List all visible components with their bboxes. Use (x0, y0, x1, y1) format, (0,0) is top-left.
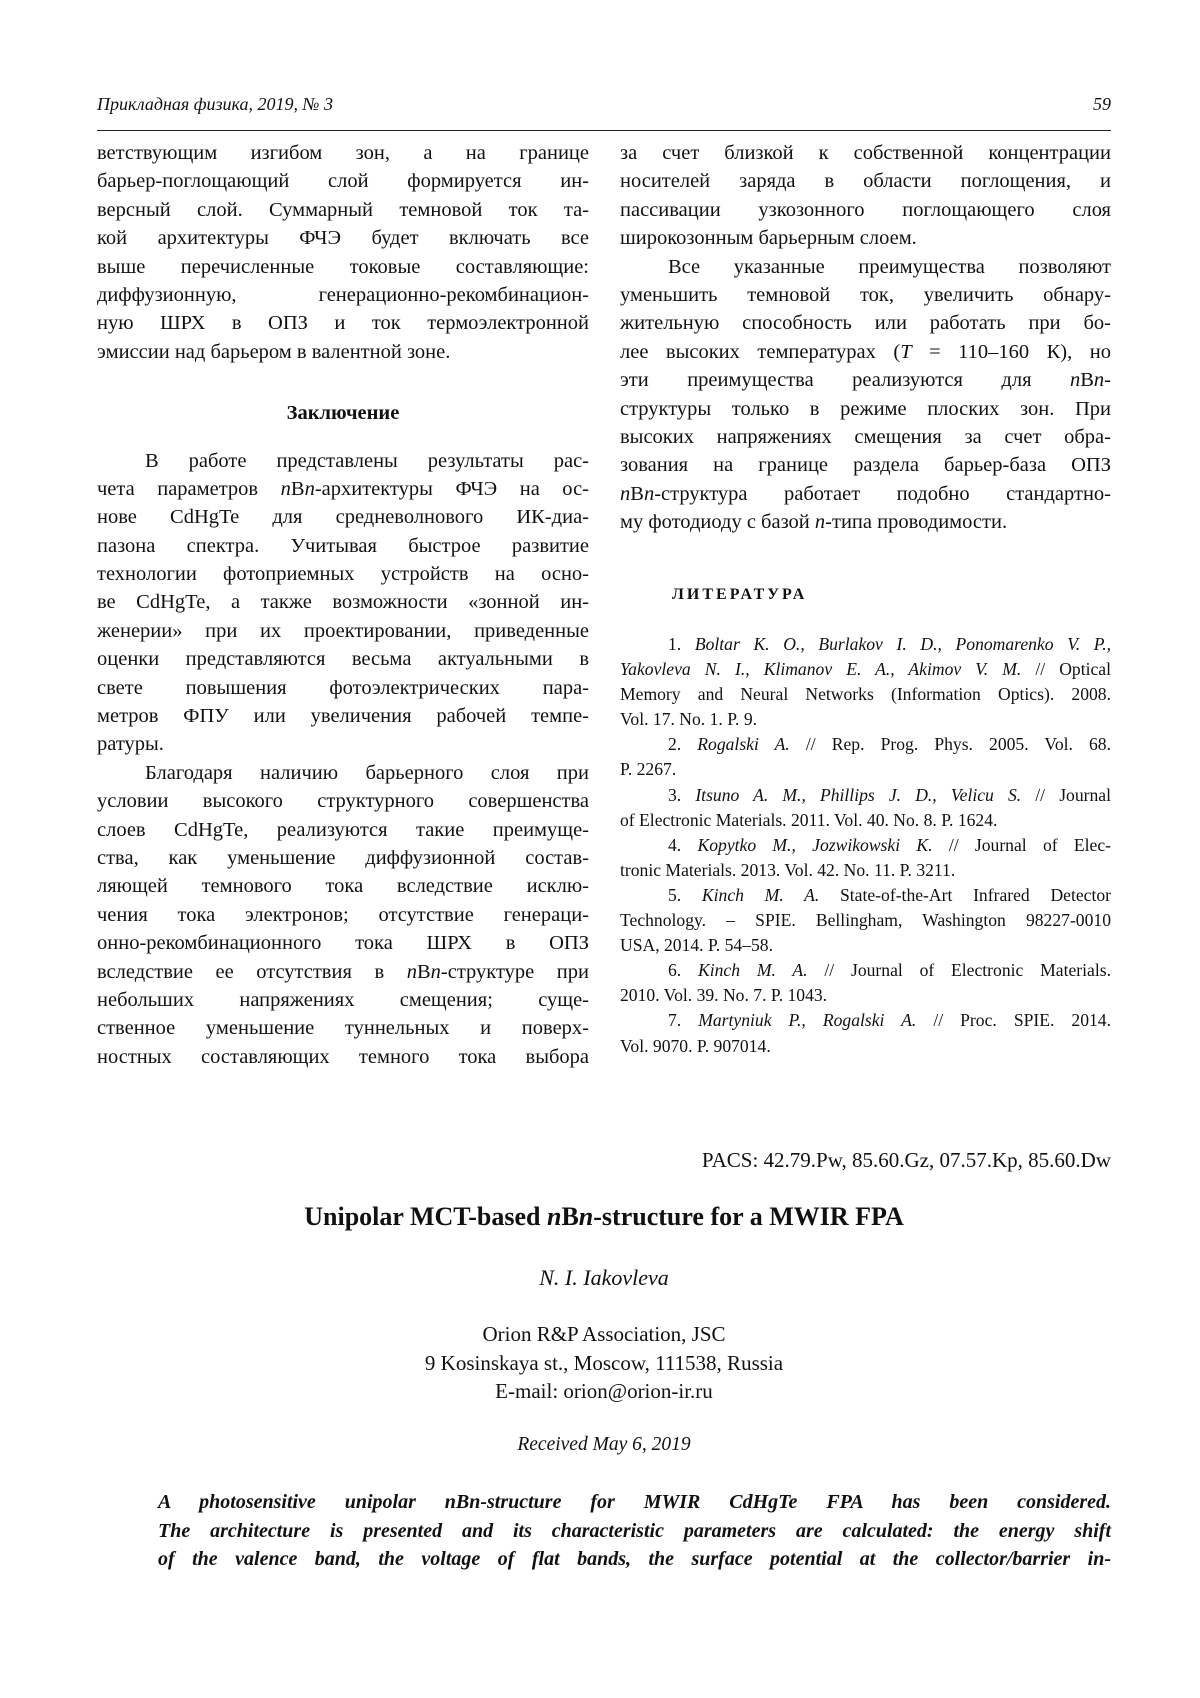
text-segment: // Rep. Prog. Phys. 2005. Vol. 68. (790, 734, 1111, 754)
text-segment: женерии» при их проектировании, приведенные (97, 620, 589, 642)
text-segment: Все указанные преимущества позволяют (668, 256, 1111, 278)
text-segment: ства, как уменьшение диффузионной состав- (97, 847, 589, 869)
text-line (620, 196, 1111, 224)
text-segment: 4. (668, 835, 697, 855)
text-segment: n (431, 961, 441, 983)
text-segment: T (900, 341, 911, 363)
text-segment: оценки представляются весьма актуальными в (97, 648, 589, 670)
page-number: 59 (1093, 94, 1111, 115)
text-line (97, 986, 589, 1014)
text-segment: 1. (668, 634, 695, 654)
reference-line (620, 883, 1111, 908)
text-segment: n (644, 483, 654, 505)
english-title (97, 1203, 1111, 1231)
text-segment: // Proc. SPIE. 2014. (916, 1010, 1111, 1030)
reference-line (620, 1008, 1111, 1033)
left-column (97, 139, 589, 1071)
text-segment: 7. (668, 1010, 698, 1030)
section-heading: Заключение (97, 399, 589, 427)
text-segment: Technology. – SPIE. Bellingham, Washington 98227-0010 (620, 910, 1111, 930)
text-line (97, 588, 589, 616)
text-segment: жительную способность или работать при бо- (620, 312, 1111, 334)
text-line (620, 338, 1111, 366)
text-segment: пазона спектра. Учитывая быстрое развитие (97, 535, 589, 557)
text-segment: Itsuno A. M., Phillips J. D., Velicu S. (695, 785, 1021, 805)
text-segment: -структуре при (441, 961, 589, 983)
text-segment: P. 2267. (620, 759, 676, 779)
text-segment: ляющей темнового тока вследствие исклю- (97, 875, 589, 897)
text-segment: -structure for a MWIR FPA (593, 1202, 903, 1231)
text-line (97, 1203, 1111, 1231)
journal-header: Прикладная физика, 2019, № 3 (97, 94, 333, 115)
reference-line (620, 983, 1111, 1008)
text-segment: B (1080, 369, 1094, 391)
text-line (620, 395, 1111, 423)
text-line (620, 139, 1111, 167)
text-line (620, 253, 1111, 281)
text-segment: чения тока электронов; отсутствие генераци- (97, 904, 589, 926)
text-segment: технологии фотоприемных устройств на осно- (97, 563, 589, 585)
text-line (97, 816, 589, 844)
text-line (620, 508, 1111, 536)
text-segment: 6. (668, 960, 698, 980)
text-segment: В работе представлены результаты рас- (145, 450, 589, 472)
text-segment: уменьшить темновой ток, увеличить обнару- (620, 284, 1111, 306)
text-segment: 3. (668, 785, 695, 805)
text-segment: небольших напряжениях смещения; суще- (97, 989, 589, 1011)
received-date: Received May 6, 2019 (97, 1434, 1111, 1456)
right-column (620, 139, 1111, 536)
text-line (620, 224, 1111, 252)
text-segment: ностных составляющих темного тока выбора (97, 1046, 589, 1068)
reference-line (620, 657, 1111, 682)
text-segment: n (579, 1202, 593, 1231)
text-line (620, 366, 1111, 394)
text-segment: n (815, 511, 825, 533)
text-line: версный слой. Суммарный темновой ток та- (97, 196, 589, 224)
text-line: ветствующим изгибом зон, а на границе (97, 139, 589, 167)
text-segment: метров ФПУ или увеличения рабочей темпе- (97, 705, 589, 727)
text-segment: Благодаря наличию барьерного слоя при (145, 762, 589, 784)
text-segment: лее высоких температурах ( (620, 341, 900, 363)
text-segment: зования на границе раздела барьер-база ОПЗ (620, 454, 1111, 476)
text-segment: n (305, 478, 315, 500)
text-segment: = 110–160 К), но (912, 341, 1111, 363)
reference-line (620, 682, 1111, 707)
text-segment: носителей заряда в области поглощения, и (620, 170, 1111, 192)
text-segment: ственное уменьшение туннельных и поверх- (97, 1017, 589, 1039)
text-segment: State-of-the-Art Infrared Detector (819, 885, 1111, 905)
text-segment: B (561, 1202, 578, 1231)
text-line (97, 872, 589, 900)
text-segment: высоких напряжениях смещения за счет обра- (620, 426, 1111, 448)
text-line: эмиссии над барьером в валентной зоне. (97, 338, 589, 366)
text-line: кой архитектуры ФЧЭ будет включать все (97, 224, 589, 252)
reference-line (620, 757, 1111, 782)
text-segment: n (1094, 369, 1104, 391)
text-segment: // Optical (1021, 659, 1111, 679)
text-segment: -структура работает подобно стандартно- (654, 483, 1111, 505)
text-segment: n (620, 483, 630, 505)
author: N. I. Iakovleva (97, 1265, 1111, 1291)
text-line (97, 532, 589, 560)
text-segment: of Electronic Materials. 2011. Vol. 40. No. 8. P. 1624. (620, 810, 997, 830)
text-line (97, 674, 589, 702)
affiliation-org: Orion R&P Association, JSC (97, 1320, 1111, 1349)
text-segment: Rogalski A. (697, 734, 790, 754)
text-segment: n (281, 478, 291, 500)
reference-line (620, 833, 1111, 858)
reference-line (620, 933, 1111, 958)
text-line (620, 309, 1111, 337)
abstract (158, 1488, 1111, 1574)
text-segment: -типа проводимости. (825, 511, 1007, 533)
text-line: барьер-поглощающий слой формируется ин- (97, 167, 589, 195)
text-segment: чета параметров (97, 478, 281, 500)
text-segment: 5. (668, 885, 702, 905)
text-line (97, 447, 589, 475)
text-segment: широкозонным барьерным слоем. (620, 227, 917, 249)
text-line (620, 480, 1111, 508)
text-segment: Martyniuk P., Rogalski A. (698, 1010, 916, 1030)
text-segment: ве CdHgTe, а также возможности «зонной ин- (97, 591, 589, 613)
text-segment: Boltar K. O., Burlakov I. D., Ponomarenko V. P., (695, 634, 1111, 654)
text-line: выше перечисленные токовые составляющие: (97, 253, 589, 281)
text-line (620, 423, 1111, 451)
reference-line (620, 958, 1111, 983)
text-line (97, 475, 589, 503)
text-segment: слоев CdHgTe, реализуются такие преимуще- (97, 819, 589, 841)
abstract-line: of the valence band, the voltage of flat bands, the surface potential at the collector/barrier in- (158, 1545, 1111, 1574)
text-segment: - (1104, 369, 1111, 391)
text-line (97, 901, 589, 929)
text-line (97, 958, 589, 986)
text-segment: // Journal (1021, 785, 1111, 805)
text-segment: n (1070, 369, 1080, 391)
text-line (97, 759, 589, 787)
text-segment: n (547, 1202, 561, 1231)
text-line (97, 702, 589, 730)
text-segment: онно-рекомбинационного тока ШРХ в ОПЗ (97, 932, 589, 954)
text-segment: Kopytko M., Jozwikowski K. (697, 835, 932, 855)
text-line (620, 167, 1111, 195)
reference-line (620, 707, 1111, 732)
affiliation (97, 1320, 1111, 1406)
text-line (97, 929, 589, 957)
text-segment: свете повышения фотоэлектрических пара- (97, 677, 589, 699)
affiliation-email: E-mail: orion@orion-ir.ru (97, 1377, 1111, 1406)
text-segment: условии высокого структурного совершенства (97, 790, 589, 812)
text-segment: n (407, 961, 417, 983)
text-line (620, 451, 1111, 479)
references-list (620, 632, 1111, 1059)
text-line (97, 617, 589, 645)
text-segment: tronic Materials. 2013. Vol. 42. No. 11. P. 3211. (620, 860, 955, 880)
text-segment: Kinch M. A. (702, 885, 819, 905)
text-segment: Vol. 17. No. 1. P. 9. (620, 709, 757, 729)
header-rule (97, 130, 1111, 131)
text-line (97, 560, 589, 588)
affiliation-address: 9 Kosinskaya st., Moscow, 111538, Russia (97, 1349, 1111, 1378)
text-segment: USA, 2014. P. 54–58. (620, 935, 773, 955)
text-line (620, 281, 1111, 309)
text-line (97, 844, 589, 872)
text-segment: B (417, 961, 431, 983)
text-line: диффузионную, генерационно-рекомбинацион- (97, 281, 589, 309)
text-segment: 2. (668, 734, 697, 754)
text-segment: 2010. Vol. 39. No. 7. P. 1043. (620, 985, 827, 1005)
reference-line (620, 783, 1111, 808)
text-line (97, 645, 589, 673)
text-segment: эти преимущества реализуются для (620, 369, 1070, 391)
text-segment: // Journal of Electronic Materials. (808, 960, 1111, 980)
text-segment: му фотодиоду с базой (620, 511, 815, 533)
text-segment: Memory and Neural Networks (Information Optics). 2008. (620, 684, 1111, 704)
text-segment: Vol. 9070. P. 907014. (620, 1036, 771, 1056)
text-segment: ратуры. (97, 733, 164, 755)
text-segment: Unipolar MCT-based (304, 1202, 547, 1231)
reference-line (620, 1034, 1111, 1059)
text-segment: B (630, 483, 644, 505)
text-segment: // Journal of Elec- (933, 835, 1111, 855)
text-segment: Kinch M. A. (698, 960, 808, 980)
text-line (97, 787, 589, 815)
reference-line (620, 858, 1111, 883)
text-segment: структуры только в режиме плоских зон. При (620, 398, 1111, 420)
text-segment: пассивации узкозонного поглощающего слоя (620, 199, 1111, 221)
reference-line (620, 732, 1111, 757)
abstract-line: The architecture is presented and its characteristic parameters are calculated: the energy shift (158, 1517, 1111, 1546)
text-segment: -архитектуры ФЧЭ на ос- (315, 478, 589, 500)
text-segment: B (291, 478, 305, 500)
abstract-line: A photosensitive unipolar nBn-structure for MWIR CdHgTe FPA has been considered. (158, 1488, 1111, 1517)
pacs-codes: PACS: 42.79.Pw, 85.60.Gz, 07.57.Kp, 85.60.Dw (702, 1148, 1111, 1173)
reference-line (620, 632, 1111, 657)
text-segment: Yakovleva N. I., Klimanov E. A., Akimov V. M. (620, 659, 1021, 679)
text-line (97, 1014, 589, 1042)
text-line (97, 1043, 589, 1071)
text-line (97, 503, 589, 531)
reference-line (620, 908, 1111, 933)
text-segment: за счет близкой к собственной концентрации (620, 142, 1111, 164)
text-segment: нове CdHgTe для средневолнового ИК-диа- (97, 506, 589, 528)
reference-line (620, 808, 1111, 833)
text-segment: вследствие ее отсутствия в (97, 961, 407, 983)
text-line (97, 730, 589, 758)
text-line: ную ШРХ в ОПЗ и ток термоэлектронной (97, 309, 589, 337)
references-heading: ЛИТЕРАТУРА (672, 586, 807, 604)
